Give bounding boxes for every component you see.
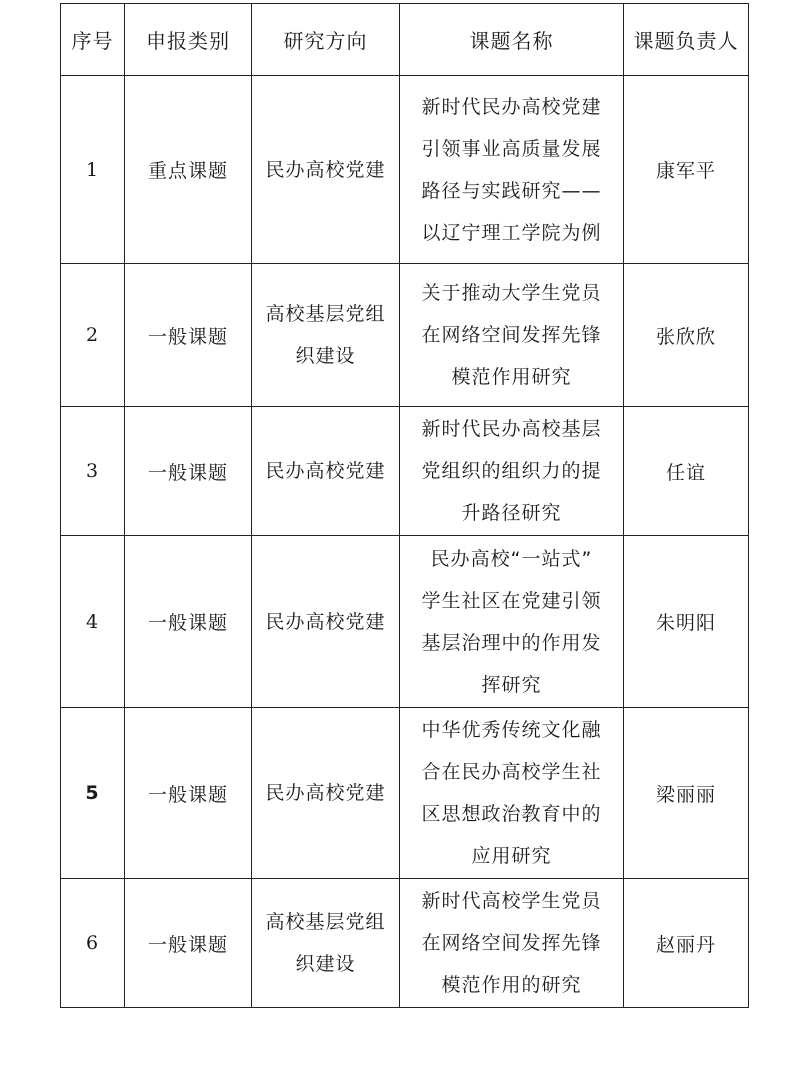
title-line: 在网络空间发挥先锋 [421,324,602,346]
row-title [400,76,624,264]
project-table [60,3,749,1008]
row-title [400,536,624,708]
title-line: 挥研究 [481,673,542,696]
title-line: 在网络空间发挥先锋 [421,932,602,954]
direction-line: 民办高校党建 [265,610,386,633]
table-row [61,264,749,407]
row-category: 一般课题 [125,264,252,407]
row-direction [252,536,400,708]
title-line: 中华优秀传统文化融 [421,719,602,741]
title-line: 区思想政治教育中的 [421,803,602,825]
title-line: 党组织的组织力的提 [421,460,602,482]
header-direction: 研究方向 [252,4,400,76]
row-number: 5 [61,708,125,879]
table-row [61,76,749,264]
table-row [61,879,749,1008]
row-number: 1 [61,76,125,264]
title-line: 以辽宁理工学院为例 [421,221,602,244]
title-line: 模范作用的研究 [441,974,582,996]
direction-line: 织建设 [295,345,356,367]
title-line: 新时代民办高校基层 [421,418,602,440]
table-row [61,407,749,536]
row-leader: 赵丽丹 [624,879,749,1008]
title-line: 合在民办高校学生社 [421,761,602,783]
row-leader: 康军平 [624,76,749,264]
row-number: 2 [61,264,125,407]
row-leader: 张欣欣 [624,264,749,407]
row-leader: 任谊 [624,407,749,536]
title-line: 关于推动大学生党员 [421,282,602,304]
row-category: 一般课题 [125,407,252,536]
title-line: 新时代高校学生党员 [421,890,602,912]
title-line: 升路径研究 [461,502,562,524]
row-direction [252,264,400,407]
row-leader: 朱明阳 [624,536,749,708]
title-line: 民办高校“一站式” [430,547,593,570]
table-row [61,708,749,879]
header-seq: 序号 [61,4,125,76]
row-title [400,407,624,536]
direction-line: 高校基层党组 [265,911,386,933]
title-line: 新时代民办高校党建 [421,95,602,118]
row-number: 4 [61,536,125,708]
row-category: 一般课题 [125,879,252,1008]
direction-line: 织建设 [295,953,356,975]
header-category: 申报类别 [125,4,252,76]
header-title: 课题名称 [400,4,624,76]
row-direction [252,708,400,879]
table-row [61,536,749,708]
row-title [400,264,624,407]
title-line: 引领事业高质量发展 [421,137,602,160]
row-number: 6 [61,879,125,1008]
row-leader: 梁丽丽 [624,708,749,879]
row-category: 一般课题 [125,708,252,879]
direction-line: 高校基层党组 [265,303,386,325]
title-line: 学生社区在党建引领 [421,589,602,612]
direction-line: 民办高校党建 [265,782,386,804]
direction-line: 民办高校党建 [265,460,386,482]
row-title [400,879,624,1008]
title-line: 应用研究 [471,845,552,867]
row-number: 3 [61,407,125,536]
row-category: 重点课题 [125,76,252,264]
row-direction [252,407,400,536]
header-leader: 课题负责人 [624,4,749,76]
table-header-row [61,4,749,76]
direction-line: 民办高校党建 [265,158,386,181]
row-title [400,708,624,879]
row-category: 一般课题 [125,536,252,708]
title-line: 路径与实践研究—— [421,179,602,202]
row-direction [252,879,400,1008]
row-direction [252,76,400,264]
title-line: 模范作用研究 [451,366,572,388]
title-line: 基层治理中的作用发 [421,631,602,654]
